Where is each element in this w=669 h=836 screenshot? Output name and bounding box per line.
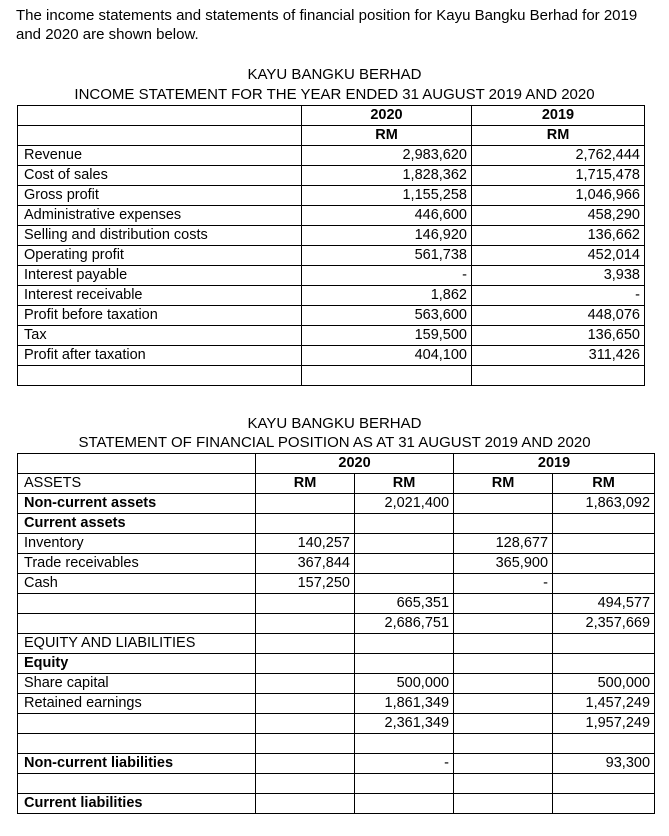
total-assets-2019: 2,357,669 <box>553 614 655 634</box>
table-row <box>18 266 645 286</box>
row-label: Revenue <box>18 146 302 166</box>
value-2020: 159,500 <box>302 326 472 346</box>
empty-row <box>18 366 645 386</box>
sofp-year-2019: 2019 <box>454 454 655 474</box>
row-label: Profit before taxation <box>18 306 302 326</box>
table-row <box>18 186 645 206</box>
table-row <box>18 754 655 774</box>
row-label: Selling and distribution costs <box>18 226 302 246</box>
row-label: Tax <box>18 326 302 346</box>
empty-row <box>18 774 655 794</box>
rm-header: RM <box>553 474 655 494</box>
row-label: Profit after taxation <box>18 346 302 366</box>
total-assets-2020: 2,686,751 <box>355 614 454 634</box>
row-label: Administrative expenses <box>18 206 302 226</box>
trade-receivables-2019: 365,900 <box>454 554 553 574</box>
total-current-assets-2020: 665,351 <box>355 594 454 614</box>
inventory-label: Inventory <box>18 534 256 554</box>
sofp-year-row <box>18 454 655 474</box>
income-statement-table <box>17 105 645 386</box>
current-liabilities-label: Current liabilities <box>18 794 256 814</box>
table-row <box>18 654 655 674</box>
trade-receivables-label: Trade receivables <box>18 554 256 574</box>
inventory-2019: 128,677 <box>454 534 553 554</box>
table-row <box>18 594 655 614</box>
value-2020: 561,738 <box>302 246 472 266</box>
value-2020: 146,920 <box>302 226 472 246</box>
cash-2019: - <box>454 574 553 594</box>
value-2019: 136,650 <box>472 326 645 346</box>
non-current-liabilities-2020: - <box>355 754 454 774</box>
row-label: Cost of sales <box>18 166 302 186</box>
share-capital-2020: 500,000 <box>355 674 454 694</box>
empty-row <box>18 734 655 754</box>
table-row <box>18 574 655 594</box>
is-unit-2020: RM <box>302 126 472 146</box>
is-header-unit-row <box>18 126 645 146</box>
table-row <box>18 534 655 554</box>
total-equity-2020: 2,361,349 <box>355 714 454 734</box>
rm-header: RM <box>256 474 355 494</box>
share-capital-2019: 500,000 <box>553 674 655 694</box>
non-current-liabilities-label: Non-current liabilities <box>18 754 256 774</box>
is-year-2019: 2019 <box>472 106 645 126</box>
value-2020: 404,100 <box>302 346 472 366</box>
value-2020: 1,155,258 <box>302 186 472 206</box>
sofp-year-2020: 2020 <box>256 454 454 474</box>
equity-liabilities-label: EQUITY AND LIABILITIES <box>18 634 256 654</box>
table-row <box>18 694 655 714</box>
value-2020: 1,862 <box>302 286 472 306</box>
table-row <box>18 634 655 654</box>
share-capital-label: Share capital <box>18 674 256 694</box>
value-2019: 136,662 <box>472 226 645 246</box>
value-2020: 446,600 <box>302 206 472 226</box>
row-label: Operating profit <box>18 246 302 266</box>
table-row <box>18 346 645 366</box>
total-equity-2019: 1,957,249 <box>553 714 655 734</box>
intro-text: The income statements and statements of financial position for Kayu Bangku Berhad for 2019 and 2020 are shown below. <box>16 7 638 43</box>
table-row <box>18 206 645 226</box>
row-label: Interest payable <box>18 266 302 286</box>
sofp-heading: STATEMENT OF FINANCIAL POSITION AS AT 31 AUGUST 2019 AND 2020 <box>78 434 591 451</box>
value-2020: - <box>302 266 472 286</box>
sofp-company-title: KAYU BANGKU BERHAD <box>247 415 422 432</box>
value-2019: 448,076 <box>472 306 645 326</box>
equity-label: Equity <box>18 654 256 674</box>
inventory-2020: 140,257 <box>256 534 355 554</box>
table-row <box>18 306 645 326</box>
sofp-assets-header-row <box>18 474 655 494</box>
total-current-assets-2019: 494,577 <box>553 594 655 614</box>
cash-label: Cash <box>18 574 256 594</box>
rm-header: RM <box>454 474 553 494</box>
non-current-liabilities-2019: 93,300 <box>553 754 655 774</box>
value-2019: 311,426 <box>472 346 645 366</box>
rm-header: RM <box>355 474 454 494</box>
current-assets-label: Current assets <box>18 514 256 534</box>
value-2019: 2,762,444 <box>472 146 645 166</box>
value-2019: 452,014 <box>472 246 645 266</box>
is-header-year-row <box>18 106 645 126</box>
table-row <box>18 226 645 246</box>
table-row <box>18 794 655 814</box>
value-2019: 1,715,478 <box>472 166 645 186</box>
table-row <box>18 554 655 574</box>
table-row <box>18 494 655 514</box>
is-company-title: KAYU BANGKU BERHAD <box>247 66 422 83</box>
table-row <box>18 286 645 306</box>
is-heading: INCOME STATEMENT FOR THE YEAR ENDED 31 AUGUST 2019 AND 2020 <box>74 86 595 103</box>
table-row <box>18 166 645 186</box>
assets-label: ASSETS <box>18 474 256 494</box>
value-2019: 1,046,966 <box>472 186 645 206</box>
table-row <box>18 674 655 694</box>
table-row <box>18 326 645 346</box>
value-2019: 458,290 <box>472 206 645 226</box>
value-2020: 2,983,620 <box>302 146 472 166</box>
value-2019: 3,938 <box>472 266 645 286</box>
retained-earnings-label: Retained earnings <box>18 694 256 714</box>
value-2019: - <box>472 286 645 306</box>
non-current-assets-label: Non-current assets <box>18 494 256 514</box>
is-unit-2019: RM <box>472 126 645 146</box>
non-current-assets-2020: 2,021,400 <box>355 494 454 514</box>
trade-receivables-2020: 367,844 <box>256 554 355 574</box>
table-row <box>18 614 655 634</box>
value-2020: 563,600 <box>302 306 472 326</box>
financial-position-table <box>17 453 655 814</box>
table-row <box>18 146 645 166</box>
table-row <box>18 514 655 534</box>
row-label: Gross profit <box>18 186 302 206</box>
retained-earnings-2020: 1,861,349 <box>355 694 454 714</box>
non-current-assets-2019: 1,863,092 <box>553 494 655 514</box>
is-year-2020: 2020 <box>302 106 472 126</box>
retained-earnings-2019: 1,457,249 <box>553 694 655 714</box>
row-label: Interest receivable <box>18 286 302 306</box>
table-row <box>18 246 645 266</box>
cash-2020: 157,250 <box>256 574 355 594</box>
table-row <box>18 714 655 734</box>
value-2020: 1,828,362 <box>302 166 472 186</box>
